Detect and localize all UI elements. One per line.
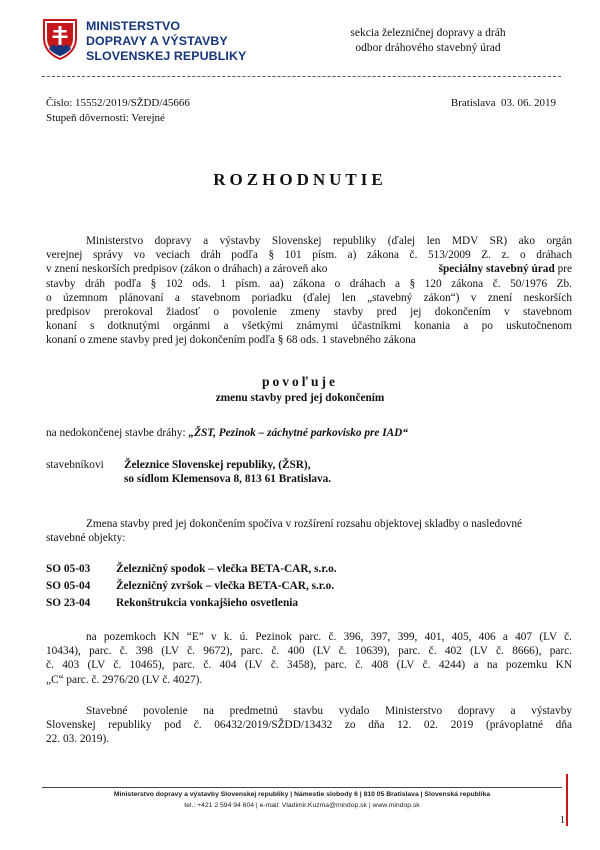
header-divider: [42, 76, 561, 77]
intro-line-2: verejnej správy vo veciach dráh podľa § 101 písm. a) zákona č. 513/2009 Z. z. o dráhach: [46, 249, 572, 262]
ministry-name: [86, 19, 246, 64]
decision-verb: povoľuje: [261, 374, 339, 389]
intro-line-3: v znení neskorších predpisov (zákon o dráhach) a zároveň ako: [46, 263, 328, 276]
list-item: [46, 580, 566, 592]
permit-line-1: Stavebné povolenie na predmetnú stavbu vydalo Ministerstvo dopravy a výstavby: [86, 705, 572, 717]
footer-address: Ministerstvo dopravy a výstavby Slovenskej republiky | Námestie slobody 6 | 810 05 Bratislava | Slovenská republika: [113, 791, 491, 798]
intro-line-3-suffix: pre: [557, 263, 572, 276]
construction-name: „ŽST, Pezinok – záchytné parkovisko pre IAD“: [188, 427, 408, 439]
parcels-line-1: na pozemkoch KN “E” v k. ú. Pezinok parc. č. 396, 397, 399, 401, 405, 406 a 407 (LV č.: [86, 631, 572, 643]
object-name: Železničný zvršok – vlečka BETA-CAR, s.r.o.: [116, 580, 335, 592]
list-item: [46, 563, 566, 575]
intro-line-7: konaní s dotknutými orgánmi a všetkými známymi účastníkmi konania a po uskutočnenom: [46, 320, 572, 333]
ministry-line-2: DOPRAVY A VÝSTAVBY: [86, 34, 228, 48]
ministry-line-1: MINISTERSTVO: [86, 19, 181, 33]
permit-line-3: 22. 03. 2019).: [46, 733, 110, 746]
section-line-2: odbor dráhového stavebný úrad: [355, 42, 501, 54]
parcels-paragraph: [46, 630, 572, 687]
intro-line-1: Ministerstvo dopravy a výstavby Slovenskej republiky (ďalej len MDV SR) ako orgán: [86, 235, 572, 247]
object-code: SO 23-04: [46, 597, 91, 609]
object-name: Železničný spodok – vlečka BETA-CAR, s.r.o.: [116, 563, 337, 575]
special-office-label: špeciálny stavebný úrad: [438, 263, 555, 276]
intro-line-8: konaní o zmene stavby pred jej dokončením podľa § 68 ods. 1 stavebného zákona: [46, 334, 416, 347]
section-name: [298, 26, 558, 56]
footer-contact: tel.: +421 2 594 94 604 | e-mail: Vladimir.Kuzma@mindop.sk | www.mindop.sk: [184, 802, 420, 809]
builder-label: stavebníkovi: [46, 459, 104, 471]
object-code: SO 05-03: [46, 563, 91, 575]
ministry-line-3: SLOVENSKEJ REPUBLIKY: [86, 49, 247, 63]
object-code: SO 05-04: [46, 580, 91, 592]
builder-block: [46, 458, 572, 486]
footer-accent-bar: [566, 774, 568, 826]
builder-name: Železnice Slovenskej republiky, (ŽSR),: [124, 459, 311, 471]
intro-line-6: predpisov prerokoval žiadosť o povolenie zmeny stavby pred jej dokončením v stavebnom: [46, 306, 572, 319]
page-number: 1: [560, 815, 565, 826]
document-title: ROZHODNUTIE: [213, 170, 387, 189]
construction-prefix: na nedokončenej stavbe dráhy:: [46, 427, 186, 439]
permit-line-2: Slovenskej republiky pod č. 06432/2019/SŽDD/13432 zo dňa 12. 02. 2019 (právoplatné dňa: [46, 719, 572, 732]
place-date: Bratislava 03. 06. 2019: [450, 97, 556, 109]
builder-address: so sídlom Klemensova 8, 813 61 Bratislava.: [124, 473, 332, 486]
parcels-line-3: č. 403 (LV č. 10465), parc. č. 404 (LV č. 3458), parc. č. 408 (LV č. 4244) a na pozemku KN: [46, 659, 572, 672]
list-item: [46, 597, 566, 609]
parcels-line-2: 10434), parc. č. 398 (LV č. 9672), parc. č. 400 (LV č. 10639), parc. č. 402 (LV č. 8666), parc.: [46, 645, 572, 658]
decision-subtitle: zmenu stavby pred jej dokončením: [215, 392, 385, 404]
object-name: Rekonštrukcia vonkajšieho osvetlenia: [116, 597, 299, 609]
permit-paragraph: [46, 704, 572, 747]
intro-line-3-row: [46, 262, 572, 276]
change-line-1: Zmena stavby pred jej dokončením spočíva v rozšírení rozsahu objektovej skladby o nasledovné: [86, 518, 523, 530]
footer-divider: [42, 787, 562, 788]
construction-line: [46, 426, 572, 440]
section-line-1: sekcia železničnej dopravy a dráh: [350, 27, 506, 39]
parcels-line-4: „C“ parc. č. 2976/20 (LV č. 4027).: [46, 673, 203, 686]
slovak-coat-of-arms-icon: [42, 18, 78, 60]
document-number: Číslo: 15552/2019/SŽDD/45666: [46, 97, 190, 109]
change-paragraph: [46, 517, 572, 545]
intro-paragraph: [46, 234, 572, 348]
confidentiality-level: Stupeň dôvernosti: Verejné: [46, 112, 165, 124]
intro-line-4: stavby dráh podľa § 102 ods. 1 písm. aa) zákona o dráhach a § 120 zákona č. 50/1976 Zb.: [46, 277, 572, 290]
intro-line-5: o územnom plánovaní a stavebnom poriadku (ďalej len „stavebný zákon“) v znení neskorších: [46, 291, 572, 304]
change-line-2: stavebné objekty:: [46, 532, 126, 545]
